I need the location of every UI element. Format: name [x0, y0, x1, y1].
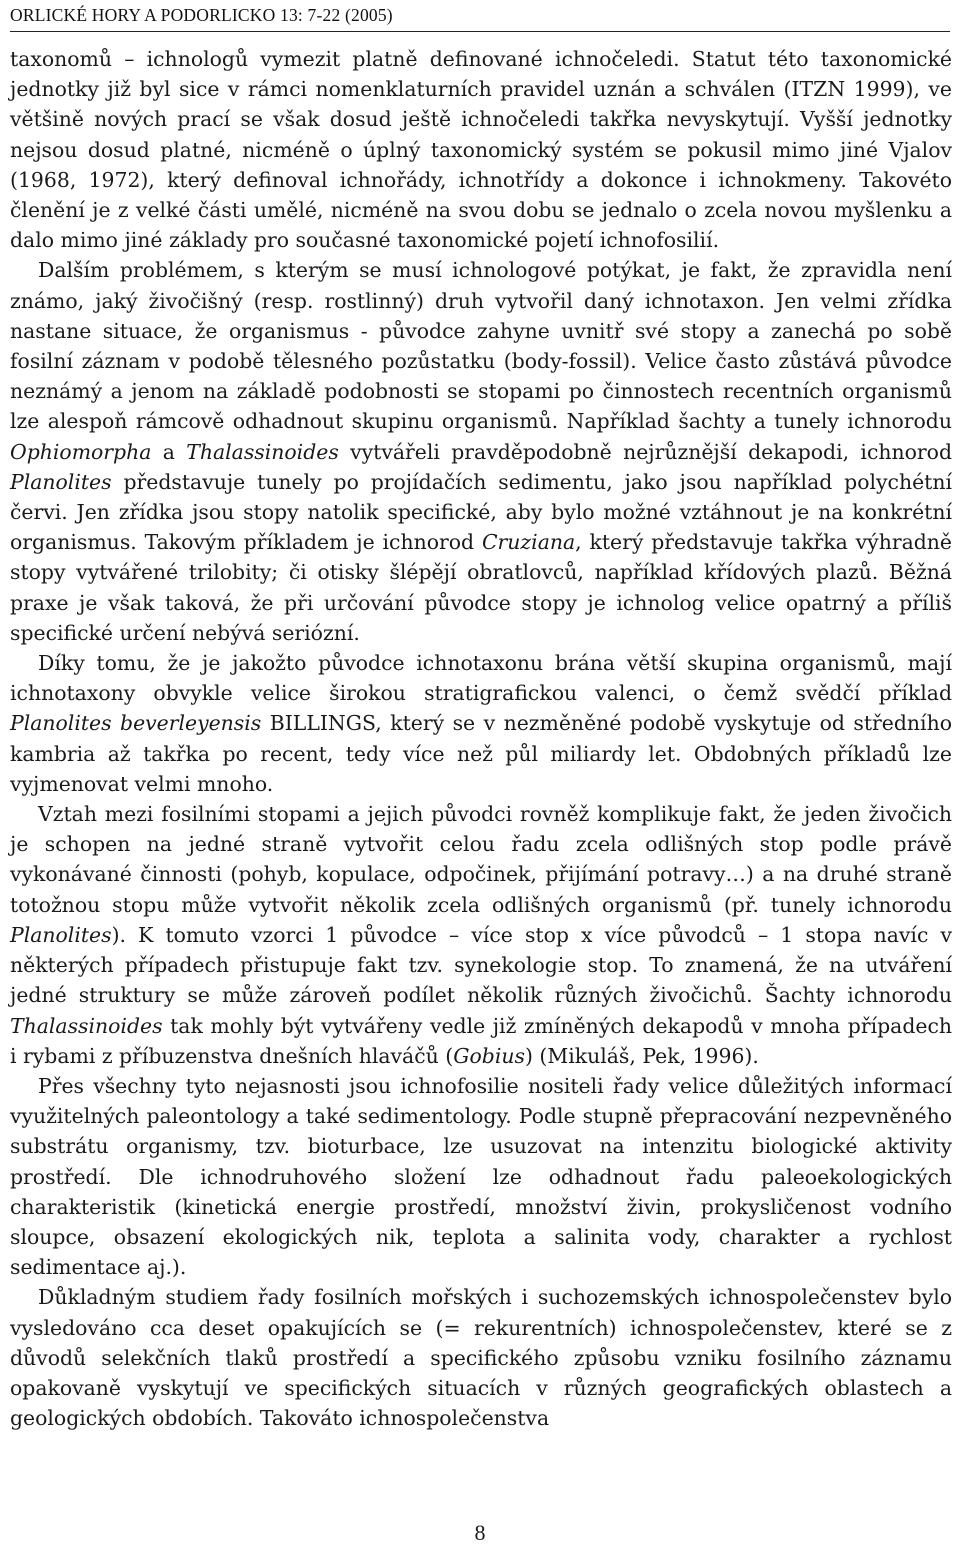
header-rule: [10, 31, 950, 32]
paragraph: [10, 255, 952, 648]
paragraph: [10, 799, 952, 1071]
paragraph: [10, 648, 952, 799]
article-body: [10, 44, 952, 1433]
text-run: taxonomů – ichnologů vymezit platně definované ichnočeledi. Statut této taxonomické jednotky již byl sice v rámci nomenklaturních pravidel uznán a schválen (ITZN 1999), ve většině nových prací se však dosud ještě ichnočeledi takřka nevyskytují. Vyšší jednotky nejsou dosud platné, nicméně o úplný taxonomický systém se pokusil mimo jiné Vjalov (1968, 1972), který definoval ichnořády, ichnotřídy a dokonce i ichnokmeny. Takovéto členění je z velké části umělé, nicméně na svou dobu se jednalo o zcela novou myšlenku a dalo mimo jiné základy pro současné taxonomické pojetí ichnofosilií.: [10, 47, 952, 253]
italic-taxon-name: Planolites: [10, 469, 112, 494]
text-run: Vztah mezi fosilními stopami a jejich původci rovněž komplikuje fakt, že jeden živočich je schopen na jedné straně vytvořit celou řadu zcela odlišných stop podle právě vykonávané činnosti (pohyb, kopulace, odpočinek, přijímání potravy…) a na druhé straně totožnou stopu může vytvořit několik zcela odlišných organismů (př. tunely ichnorodu: [10, 802, 952, 917]
page-number: 8: [474, 1520, 486, 1545]
italic-taxon-name: Thalassinoides: [186, 439, 339, 464]
italic-taxon-name: Cruziana: [481, 530, 576, 555]
text-run: Důkladným studiem řady fosilních mořských i suchozemských ichnospolečenstev bylo vysledováno cca deset opakujících se (= rekurentních) ichnospolečenstev, které se z důvodů selekčních tlaků prostředí a specifického způsobu vzniku fosilního záznamu opakovaně vyskytují ve specifických situacích v různých geografických oblastech a geologických obdobích. Takováto ichnospolečenstva: [10, 1285, 952, 1431]
italic-taxon-name: Ophiomorpha: [10, 439, 152, 464]
text-run: tak mohly být vytvářeny vedle již zmíněných dekapodů v mnoha případech i rybami z příbuzenstva dnešních hlaváčů (: [10, 1013, 952, 1068]
italic-taxon-name: Gobius: [453, 1043, 525, 1068]
text-run: a: [151, 439, 187, 464]
text-run: , který představuje takřka výhradně stopy vytvářené trilobity; či otisky šlépějí obratlovců, například křídových plazů. Běžná praxe je však taková, že při určování původce stopy je ichnolog velice opatrný a příliš specifické určení nebývá seriózní.: [10, 530, 952, 645]
running-header: ORLICKÉ HORY A PODORLICKO 13: 7-22 (2005): [10, 5, 393, 25]
italic-taxon-name: Thalassinoides: [10, 1013, 163, 1038]
paragraph: [10, 44, 952, 255]
italic-taxon-name: Planolites beverleyensis: [10, 711, 262, 736]
paragraph: [10, 1282, 952, 1433]
text-run: ) (Mikuláš, Pek, 1996).: [524, 1043, 759, 1068]
text-run: představuje tunely po projídačích sedimentu, jako jsou například polychétní červi. Jen zřídka jsou stopy natolik specifické, aby bylo možné vztáhnout je na konkrétní organismus. Takovým příkladem je ichnorod: [10, 469, 952, 555]
text-run: ). K tomuto vzorci 1 původce – více stop x více původců – 1 stopa navíc v některých případech přistupuje fakt tzv. synekologie stop. To znamená, že na utváření jedné struktury se může zároveň podílet několik různých živočichů. Šachty ichnorodu: [10, 922, 952, 1008]
italic-taxon-name: Planolites: [10, 922, 112, 947]
text-run: Přes všechny tyto nejasnosti jsou ichnofosilie nositeli řady velice důležitých informací využitelných paleontology a také sedimentology. Podle stupně přepracování nezpevněného substrátu organismy, tzv. bioturbace, lze usuzovat na intenzitu biologické aktivity prostředí. Dle ichnodruhového složení lze odhadnout řadu paleoekologických charakteristik (kinetická energie prostředí, množství živin, prokysličenost vodního sloupce, obsazení ekologických nik, teplota a salinita vody, charakter a rychlost sedimentace aj.).: [10, 1073, 952, 1280]
text-run: Díky tomu, že je jakožto původce ichnotaxonu brána větší skupina organismů, mají ichnotaxony obvykle velice širokou stratigrafickou valenci, o čemž svědčí příklad: [10, 651, 952, 706]
text-run: vytvářeli pravděpodobně nejrůznější dekapodi, ichnorod: [338, 439, 952, 464]
text-run: Dalším problémem, s kterým se musí ichnologové potýkat, je fakt, že zpravidla není známo, jaký živočišný (resp. rostlinný) druh vytvořil daný ichnotaxon. Jen velmi zřídka nastane situace, že organismus - původce zahyne uvnitř své stopy a zanechá po sobě fosilní záznam v podobě tělesného pozůstatku (body-fossil). Velice často zůstává původce neznámý a jenom na základě podobnosti se stopami po činnostech recentních organismů lze alespoň rámcově odhadnout skupinu organismů. Například šachty a tunely ichnorodu: [10, 258, 952, 434]
text-run: BILLINGS, který se v nezměněné podobě vyskytuje od středního kambria až takřka po recent, tedy více než půl miliardy let. Obdobných příkladů lze vyjmenovat velmi mnoho.: [10, 711, 952, 796]
paragraph: [10, 1071, 952, 1282]
